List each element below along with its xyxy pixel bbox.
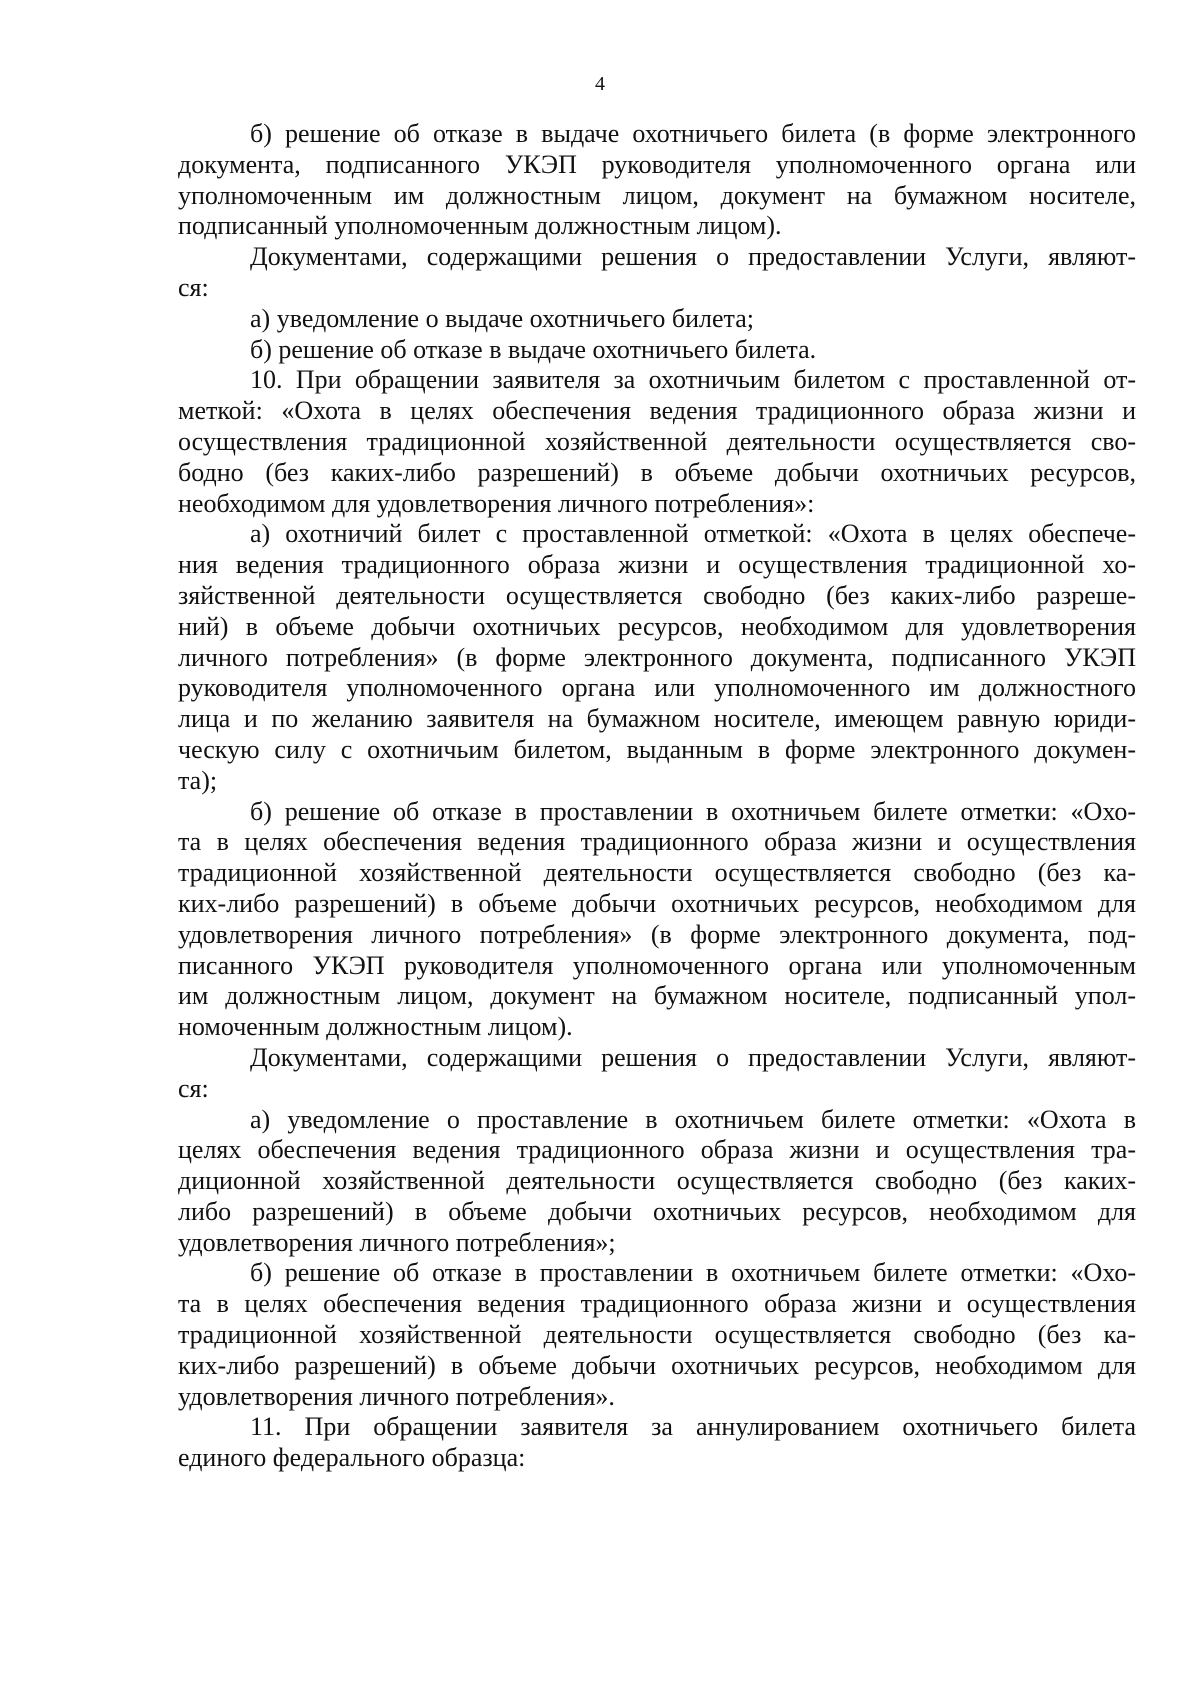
text-line: б) решение об отказе в выдаче охотничьего билета. (250, 334, 817, 364)
text-line: удовлетворения личного потребления» (в форме электронного документа, под- (178, 919, 1136, 949)
text-line: б) решение об отказе в проставлении в охотничьем билете отметки: «Охо- (250, 796, 1136, 826)
text-line: лица и по желанию заявителя на бумажном носителе, имеющем равную юриди- (178, 704, 1136, 734)
text-line: б) решение об отказе в проставлении в охотничьем билете отметки: «Охо- (250, 1258, 1136, 1288)
text-line: а) уведомление о проставление в охотничьем билете отметки: «Охота в (250, 1104, 1136, 1134)
text-line: ся: (178, 1073, 209, 1103)
text-line: руководителя уполномоченного органа или уполномоченного им должностного (178, 673, 1136, 703)
text-line: Документами, содержащими решения о предоставлении Услуги, являют- (250, 1042, 1136, 1072)
text-line: документа, подписанного УКЭП руководителя уполномоченного органа или (178, 149, 1136, 179)
text-line: личного потребления» (в форме электронного документа, подписанного УКЭП (178, 642, 1136, 672)
text-line: та); (178, 765, 218, 795)
text-line: единого федерального образца: (178, 1443, 526, 1473)
text-line: подписанный уполномоченным должностным лицом). (178, 211, 782, 241)
text-line: бодно (без каких-либо разрешений) в объеме добычи охотничьих ресурсов, (178, 457, 1136, 487)
text-line: 11. При обращении заявителя за аннулированием охотничьего билета (250, 1412, 1136, 1442)
text-line: а) охотничий билет с проставленной отметкой: «Охота в целях обеспече- (250, 519, 1136, 549)
text-line: им должностным лицом, документ на бумажном носителе, подписанный упол- (178, 981, 1136, 1011)
text-line: удовлетворения личного потребления»; (178, 1227, 616, 1257)
text-line: уполномоченным им должностным лицом, документ на бумажном носителе, (178, 180, 1136, 210)
text-line: ких-либо разрешений) в объеме добычи охотничьих ресурсов, необходимом для (178, 1350, 1136, 1380)
text-line: б) решение об отказе в выдаче охотничьего билета (в форме электронного (250, 119, 1136, 148)
text-line: либо разрешений) в объеме добычи охотничьих ресурсов, необходимом для (178, 1196, 1136, 1226)
text-line: ния ведения традиционного образа жизни и осуществления традиционной хо- (178, 550, 1136, 580)
text-line: традиционной хозяйственной деятельности осуществляется свободно (без ка- (178, 1320, 1136, 1350)
text-line: ний) в объеме добычи охотничьих ресурсов, необходимом для удовлетворения (178, 611, 1136, 641)
text-line: писанного УКЭП руководителя уполномоченного органа или уполномоченным (178, 950, 1136, 980)
text-line: целях обеспечения ведения традиционного образа жизни и осуществления тра- (178, 1135, 1136, 1165)
text-line: необходимом для удовлетворения личного потребления»: (178, 488, 815, 518)
text-line: ся: (178, 272, 209, 302)
page-number: 4 (595, 73, 605, 95)
document-body (178, 119, 1136, 1474)
text-line: ческую силу с охотничьим билетом, выданным в форме электронного докумен- (178, 734, 1136, 764)
text-line: Документами, содержащими решения о предоставлении Услуги, являют- (250, 242, 1136, 272)
text-line: диционной хозяйственной деятельности осуществляется свободно (без каких- (178, 1166, 1136, 1196)
text-line: 10. При обращении заявителя за охотничьим билетом с проставленной от- (250, 365, 1136, 395)
text-line: та в целях обеспечения ведения традиционного образа жизни и осуществления (178, 1289, 1136, 1319)
text-line: осуществления традиционной хозяйственной деятельности осуществляется сво- (178, 426, 1136, 456)
text-line: та в целях обеспечения ведения традиционного образа жизни и осуществления (178, 827, 1136, 857)
text-line: традиционной хозяйственной деятельности осуществляется свободно (без ка- (178, 858, 1136, 888)
text-line: а) уведомление о выдаче охотничьего билета; (250, 303, 754, 333)
text-line: удовлетворения личного потребления». (178, 1381, 615, 1411)
text-line: зяйственной деятельности осуществляется свободно (без каких-либо разреше- (178, 580, 1136, 610)
text-line: меткой: «Охота в целях обеспечения ведения традиционного образа жизни и (178, 396, 1136, 426)
text-line: ких-либо разрешений) в объеме добычи охотничьих ресурсов, необходимом для (178, 888, 1136, 918)
text-line: номоченным должностным лицом). (178, 1012, 573, 1042)
